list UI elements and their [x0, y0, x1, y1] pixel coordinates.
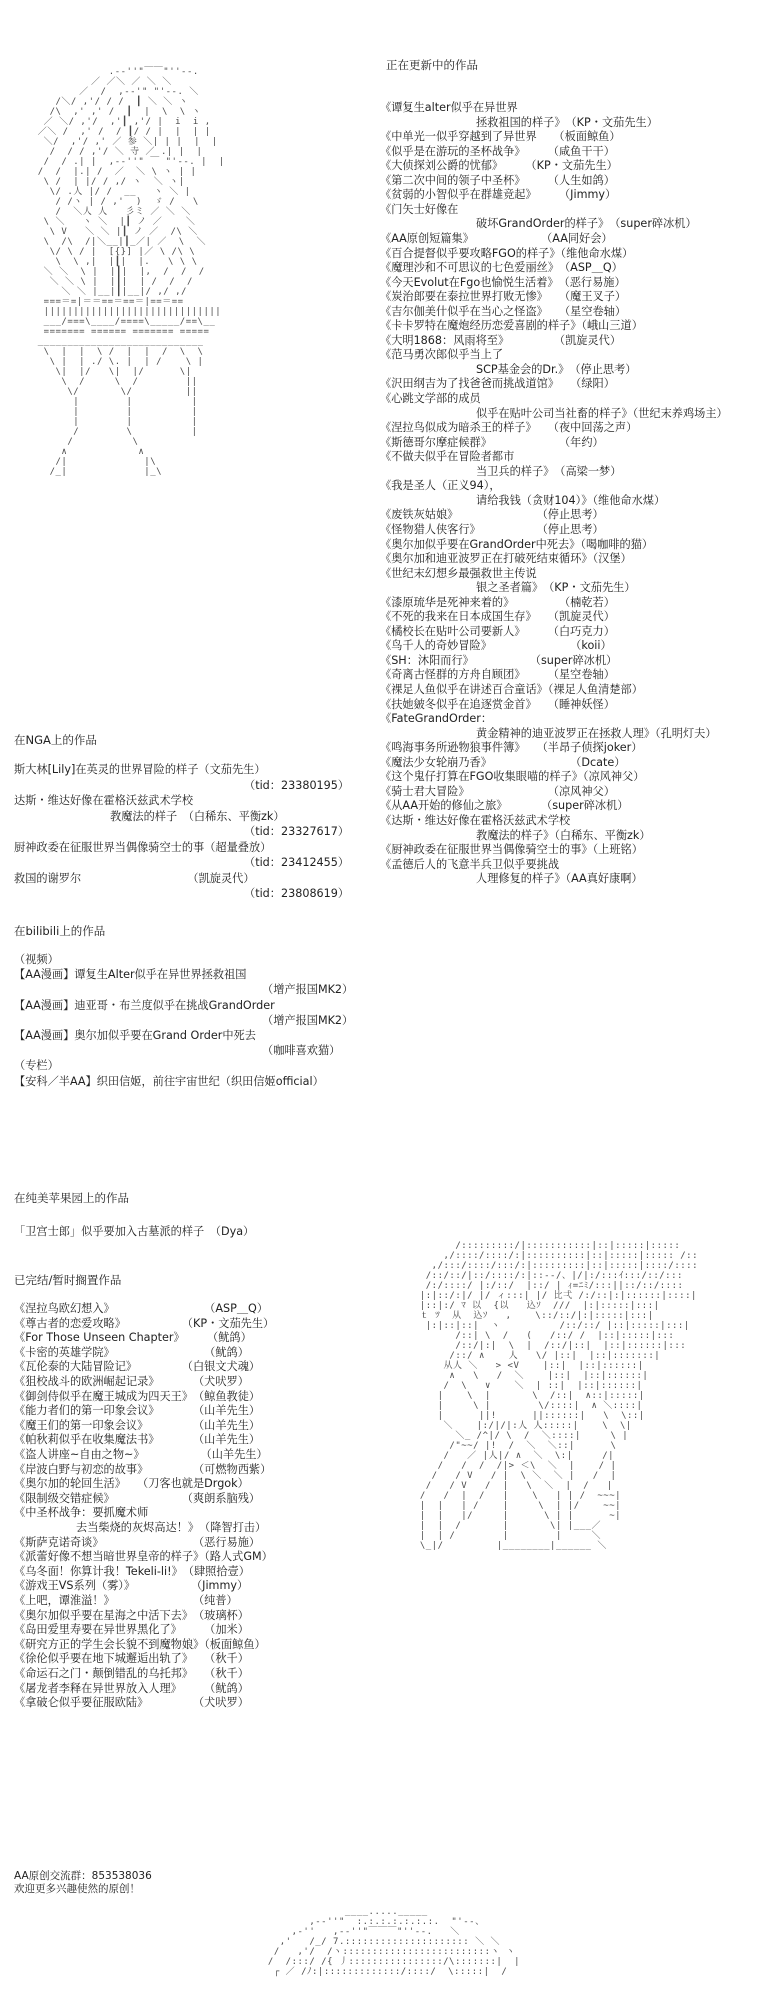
jpapple-title: 在纯美苹果园上的作品 [14, 1191, 129, 1205]
footer-line: AA原创交流群：853538036 [14, 1870, 152, 1882]
finished-list-item: 《限制级交错症候》 （爽朗系脑残） [14, 1491, 261, 1505]
updating-list-item: 《世纪末幻想乡最强救世主传说 [380, 566, 537, 580]
ascii-art-top: .-‐''"￣￣"''‐-. ／ ／＼ ／ ＼ ＼ ／ / ,-‐'" "'‐-. ＼ /＼/ ,'/ / / ┃ ＼ ＼ ヽ /\ ,' ,' / ┃ | \ \ ヽ ／ ＼/ ,'/ ,'┃ ,'/ | i i , ／＼ / ,' / / ┃/ / | | | | ＼/ ,'/ ,' ／ 参 ＼| | | | | / / / ,'/ ＼ 寺 ／ .| | | / / .| | ,-‐''" ￣ "'‐-. | | / / |.| / ／ ＼ \ ヽ | | \ / | |/ / ,/ ヽ ＼ ヽ| \/ .人 |/ / __ ヽ ＼ | / /ヽ | / ,' ) ゞ / \ / ＼人 人 彡ミ ／ ＼ ＼ \ ＼ ヽ ＼ |┃ ノ ／ ＼ \ V ＼ ＼ |┃ ノ ／ /\ ＼ \ /\ /|＼__|┃_／| ／ \ ＼ \/ \ / | [{}] |／ \ /\ \ \ \ ,| |┃| |. \ \ \ ＼ ＼ \ | |┃| |, / / / ＼ ＼ \ | |┃| | / / / ＼ ＼ |__|┃|__|/ ,/ ,/ ===＝=|＝＝==＝==＝|==＝== |||||||||||||||||||||||||||||| ___/===\____/====\_____/==\__ ======= ====== ======= ===== ____________________________ \ | | \ / | | / \ \ \ | | ./ \. | | / \ | \| |/ \| |/ \| \ / \ / || \/ \/ || | | | | | | | | | / \ | / \ ∧ ∧ /| |\ /_| |_\ [37, 67, 225, 477]
finished-list-item: 《尊古者的恋爱攻略》 （KP・文茄先生） [14, 1316, 275, 1330]
bili-title: 在bilibili上的作品 [14, 924, 106, 938]
bili-list-item: 【AA漫画】迪亚哥・布兰度似乎在挑战GrandOrder [14, 998, 275, 1012]
updating-list-item: 请给我钱（贪财104）》（维他命水煤） [476, 493, 666, 507]
finished-list-item: 《屠龙者李释在异世界放入人理》 （鱿鸽） [14, 1681, 249, 1695]
updating-list-item: 《奥尔加似乎要在GrandOrder中死去》（喝咖啡的猫） [380, 537, 654, 551]
updating-list-item: 《心跳文学部的成员 [380, 392, 481, 405]
updating-list-item: 《大明1868：风雨将至》 （凯旋灵代） [380, 333, 622, 347]
nga-list-item: （tid：23412455） [244, 856, 350, 869]
finished-title: 已完结/暂时搁置作品 [14, 1273, 122, 1287]
footer-line: 欢迎更多兴趣使然的原创！ [14, 1883, 140, 1895]
updating-list-item: 《裸足人鱼似乎在讲述百合童话》（裸足人鱼清楚部） [380, 683, 643, 696]
finished-list-item: 《For Those Unseen Chapter》 （鱿鸽） [14, 1331, 252, 1345]
finished-list-item: 《奥尔加的轮回生活》 （刀客也就是Drgok） [14, 1477, 249, 1491]
bili-list-item: 【AA漫画】奥尔加似乎要在Grand Order中死去 [14, 1029, 256, 1042]
updating-list-item: 《SH：沐阳而行》 （super碎冰机） [380, 653, 618, 667]
updating-list-item: 《奥尔加和迪亚波罗正在打破死结束循环》（汉堡） [380, 552, 632, 566]
updating-list-item: 《我是圣人（正义94）， [380, 479, 501, 493]
updating-list-item: 《似乎是在游玩的圣杯战争》 （咸鱼干干） [380, 144, 615, 158]
finished-list-item: 《涅拉鸟欧幻想入》 （ASP＿Q） [14, 1302, 269, 1315]
updating-list-item: 《厨神政委在征服世界当偶像骑空士的事》（上班铭） [380, 843, 643, 857]
bili-list-item: （增产报国MK2） [262, 983, 354, 997]
updating-list-item: 当卫兵的样子》 （高梁一梦） [476, 464, 622, 478]
nga-list-item: （tid：23808619） [244, 887, 350, 900]
updating-list-item: 《第二次中间的领子中圣杯》 （人生如鸽） [380, 173, 615, 187]
jpapple-list-item: 「卫宫士郎」似乎要加入古墓派的样子 （Dya） [14, 1225, 255, 1238]
updating-list-item: 《这个鬼仔打算在FGO收集眼喵的样子》（凉风神父） [380, 770, 645, 784]
bili-list-item: （咖啡喜欢猫） [262, 1044, 341, 1058]
bili-list-item: 【安科／半AA】织田信姬，前往宇宙世纪（织田信姬official） [14, 1074, 324, 1088]
updating-title: 正在更新中的作品 [386, 58, 478, 72]
updating-list-item: 《骑士君大冒险》 （凉风神父） [380, 784, 615, 798]
finished-list-item: 《盗人讲座~自由之物~》 （山羊先生） [14, 1448, 268, 1461]
finished-list-item: 去当柴烧的灰烬高达！》 （降智打击） [76, 1521, 267, 1534]
finished-list-item: 《奥尔加似乎要在星海之中活下去》 （玻璃杯） [14, 1608, 249, 1622]
finished-list-item: 《徐伦似乎要在地下城邂逅出轨了》 （秋千） [14, 1652, 249, 1666]
updating-list-item: 《怪物猎人侠客行》 （停止思考） [380, 522, 604, 536]
nga-list-item: 救国的谢罗尔 （凯旋灵代） [14, 871, 255, 885]
updating-list-item: 破坏GrandOrder的样子》 （super碎冰机） [476, 217, 697, 231]
finished-list-item: 《拿破仑似乎要征服欧陆》 （犬吠罗） [14, 1696, 249, 1710]
updating-list-item: 《从AA开始的修仙之旅》 （super碎冰机） [380, 799, 629, 813]
finished-list-item: 《卡密的英雄学院》 （鱿鸽） [14, 1345, 249, 1359]
updating-list-item: 《魔法少女轮崩乃香》 （Dcate） [380, 755, 626, 769]
updating-list-item: SCP基金会的Dr.》 （停止思考） [476, 362, 637, 376]
finished-list-item: 《岛田爱里寿要在异世界黑化了》 （加米） [14, 1623, 249, 1637]
updating-list-item: 似乎在贴叶公司当社畜的样子》（世纪末养鸡场主） [476, 406, 728, 420]
nga-list-item: 厨神政委在征服世界当偶像骑空士的事（超量叠放） [14, 840, 272, 854]
finished-list-item: 《岸波白野与初恋的故事》 （可燃物西紫） [14, 1462, 272, 1476]
finished-list-item: 《斯萨克诺奇谈》 （恶行易施） [14, 1535, 261, 1549]
updating-list-item: 《奇离古怪群的方舟自顾团》 （星空卷轴） [380, 668, 615, 682]
updating-list-item: 《范马勇次郎似乎当上了 [380, 348, 504, 362]
updating-list-item: 《废铁灰姑娘》 （停止思考） [380, 508, 604, 522]
updating-list-item: 《大侦探刘公爵的忧郁》 （KP・文茄先生） [380, 159, 618, 173]
bili-list-item: （增产报国MK2） [262, 1013, 354, 1027]
updating-list-item: 《今天Evolut在Fgo也愉悦生活着》 （恶行易施） [380, 275, 626, 289]
nga-list-item: （tid：23380195） [244, 778, 350, 792]
finished-list-item: 《御剑侍似乎在魔王城成为四天王》 （鲸鱼教徒） [14, 1389, 261, 1403]
updating-list-item: 《沢田纲吉为了找爸爸而挑战道馆》 （绿阳） [380, 377, 615, 391]
updating-list-item: 《吉尔伽美什似乎在当心之怪盗》 （星空卷轴） [380, 304, 627, 318]
finished-list-item: 《研究方正的学生会长貌不到魔物娘》（板面鲸鱼） [14, 1637, 266, 1651]
updating-list-item: 《鸟千人的奇妙冒险》 （koii） [380, 639, 612, 653]
updating-list-item: 《FateGrandOrder： [380, 712, 493, 726]
ascii-art-bottom-right: /:::::::::/|:::::::::::|::|:::::|::::: ,/::::/::::/:|::::::::::|::|:::::|::::: /:: ,/:::/::::/:::/:|:::::::::|::|:::::|::::/:::: /::/::/|::/::::/:|::‐-/、|/|:/:::ｲ:::/::/::: /:/::::/ |:/::/ |::/ | ｨ=ﾆﾐ/:::||::/::/:::: |:|::/:|/ |/ ィ:::| |/ 比弌 /:/::|:|::::::|::::| |::|:/ ﾏ 以 {以 込ｿ /// |:|:::::|:::| ｔ ﾂ 从 込ｿ , \::/::/|:|:::::|:::| |:|::|::| ヽ /::/::/ |::|:::::|:::| /::| \ / ( /::/ / |::|:::::|::: /::/|:| \ | /::/|::| |::|::::::|::: /::/ ∧ 人 \/ |::| |::|:::::::| 从人 ＼ > <V |::| |::|::::::| ∧ \ / ＼ |::| |::|::::::| / \ ∨ ＼ | ::| |::|::::::| | \ | \ /::| ∧::|:::::| | \ | \/::::| ∧ ＼::::| | ||! ||::::::| \ \::| ＼ |:/|/|:人 人:::::| \ \| ＼_ /^|/ \ / ＼::::| \ | /"~~/ |! / ＼ ＼::| \ / ／ |人|/ ∧ ＼ \:| /| / / / /|> ＜\ ＼ | / | / / V / | \ ＼ ＼ | / | / / V / | \ ＼ | / | / / | / | \ | | / ~~~| | | | / | \ | |/ ~~| | | |/ | \ | | ~| | | / | \| |___／ | | / | | ＼ \_|/ |________|______ ＼ [419, 1241, 699, 1551]
updating-list-item: 教魔法的样子》（白稀东、平衡zk） [476, 828, 651, 842]
updating-list-item: 《谭复生alter似乎在异世界 [380, 101, 518, 114]
updating-list-item: 人理修复的样子》（AA真好康啊） [476, 872, 643, 886]
bili-list-item: （专栏） [14, 1059, 59, 1073]
updating-list-item: 《卡卡罗特在魔炮经历恋爱喜剧的样子》（峨山三道） [380, 319, 643, 333]
updating-list-item: 《斯德哥尔摩症候群》 （年约） [380, 435, 604, 449]
finished-list-item: 《命运石之门・颠倒错乱的乌托邦》 （秋千） [14, 1667, 249, 1680]
updating-list-item: 《炭治郎要在泰拉世界打败无惨》 （魔王叉子） [380, 290, 627, 304]
updating-list-item: 《AA原创短篇集》 （AA同好会） [380, 231, 613, 245]
finished-list-item: 《瓦伦泰的大陆冒险记》 （白银文犬魂） [14, 1360, 261, 1374]
updating-list-item: 《中单光一似乎穿越到了异世界 （板面鲸鱼） [380, 130, 621, 144]
finished-list-item: 《派蕾好像不想当暗世界皇帝的样子》（路人式GM） [14, 1550, 273, 1564]
finished-list-item: 《上吧，谭淮溢！》 （纯普） [14, 1594, 238, 1607]
finished-list-item: 《中圣杯战争：要抓魔术师 [14, 1506, 149, 1520]
nga-list-item: 教魔法的样子 （白稀东、平衡zk） [110, 809, 285, 823]
updating-list-item: 《橘校长在贴叶公司要新人》 （白巧克力） [380, 624, 615, 638]
updating-list-item: 拯救祖国的样子》 （KP・文茄先生） [476, 115, 658, 129]
finished-list-item: 《游戏王VS系列（雾）》 （Jimmy） [14, 1579, 249, 1593]
nga-title: 在NGA上的作品 [14, 733, 97, 747]
updating-list-item: 《孟德后人的飞意半兵卫似乎要挑战 [380, 857, 560, 871]
finished-list-item: 《狙校战斗的欧洲崛起记录》 （犬吠罗） [14, 1375, 249, 1388]
updating-list-item: 银之圣者篇》 （KP・文茄先生） [476, 581, 636, 595]
updating-list-item: 《门矢士好像在 [380, 202, 459, 216]
finished-list-item: 《帕秋莉似乎在收集魔法书》 （山羊先生） [14, 1433, 261, 1447]
bili-list-item: （视频） [14, 953, 59, 966]
updating-list-item: 《漆原琉华是死神来着的》 （楠乾若） [380, 595, 615, 609]
updating-list-item: 《贫弱的小智似乎在群雄竞起》 （Jimmy） [380, 188, 617, 202]
updating-list-item: 《魔理沙和不可思议的七色爱丽丝》 （ASP＿Q） [380, 261, 623, 275]
finished-list-item: 《能力者们的第一印象会议》 （山羊先生） [14, 1404, 261, 1418]
updating-list-item: 《不做夫似乎在冒险者都市 [380, 450, 515, 464]
updating-list-item: 黄金精神的迪亚波罗正在拯救人理》（孔明灯夫） [476, 726, 717, 740]
updating-list-item: 《鸣海事务所逊物狼事件簿》 （半昂子侦探joker） [380, 741, 643, 755]
updating-list-item: 《扶她皴冬似乎在追逐赏金首》 （睡神妖怪） [380, 697, 615, 711]
updating-list-item: 《不死的我来在日本成国生存》 （凯旋灵代） [380, 610, 615, 624]
ascii-art-bottom: ____....._____ ,-‐''" :.:.:.:.:.:.:. "'‐-、 ,-'' ,-‐''"￣￣￣"''‐-. ＼ ,' /_/ 7.::::::::::::::::::::: ＼ ＼ / ,'/ /ヽ:::::::::::::::::::::::::ヽ ヽ / /:::/ /{ 丿::::::::::::::::/\:::::::| | ┌ ／ /ﾉ:|:::::::::::::/::::/ \:::::| / [267, 1907, 521, 1977]
updating-list-item: 《涅拉鸟似成为暗杀王的样子》 （夜中回荡之声） [380, 421, 638, 435]
updating-list-item: 《达斯・维达好像在霍格沃兹武术学校 [380, 813, 571, 827]
nga-list-item: 达斯・维达好像在霍格沃兹武术学校 [14, 794, 194, 807]
finished-list-item: 《乌冬面！你算计我！Tekeli-li!》 （肆照拾壹） [14, 1564, 250, 1578]
bili-list-item: 【AA漫画】谭复生Alter似乎在异世界拯救祖国 [14, 968, 247, 982]
finished-list-item: 《魔王们的第一印象会议》 （山羊先生） [14, 1418, 261, 1432]
nga-list-item: 斯大林[Lily]在英灵的世界冒险的样子（文茄先生） [14, 763, 266, 776]
updating-list-item: 《百合提督似乎要攻略FGO的样子》（维他命水煤） [380, 246, 634, 260]
nga-list-item: （tid：23327617） [244, 825, 350, 838]
